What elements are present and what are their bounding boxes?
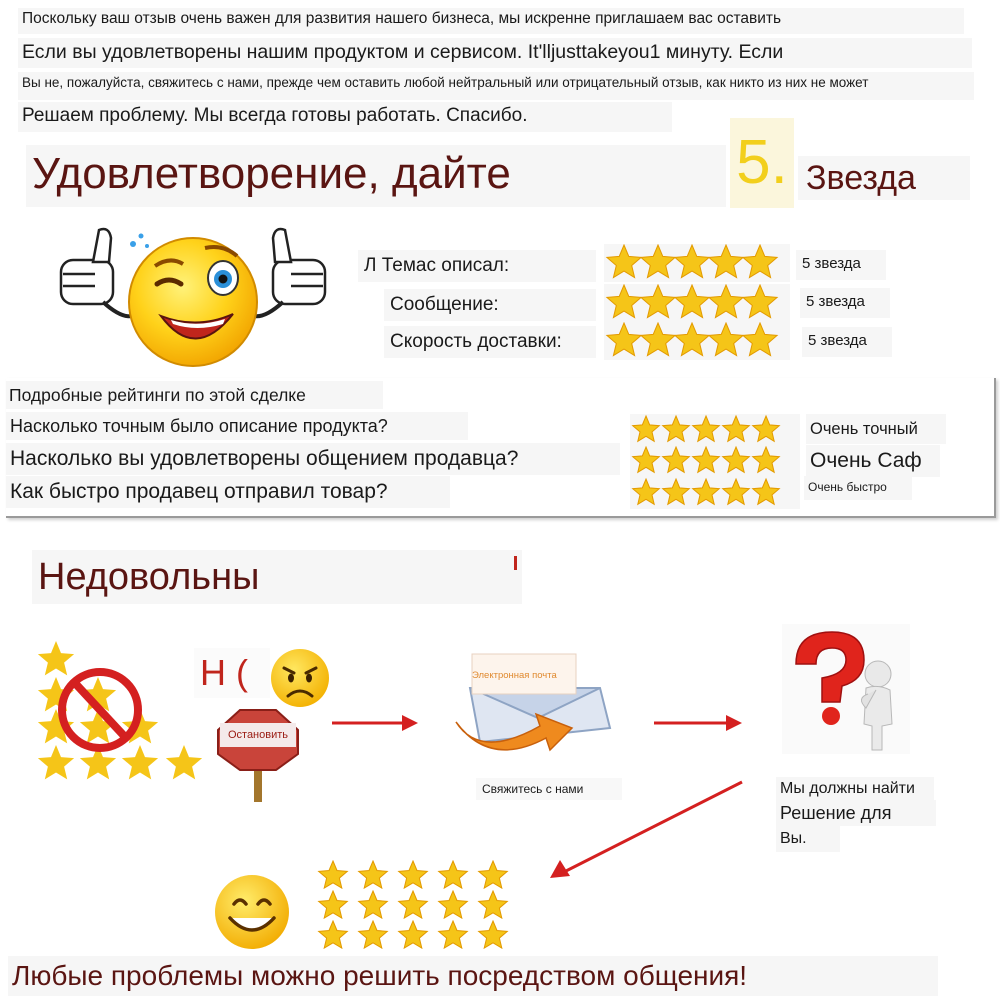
star-icon [693, 479, 720, 504]
email-envelope-icon [450, 650, 618, 760]
detailed-question-accuracy: Насколько точным было описание продукта? [6, 412, 468, 440]
bottom-stars-row-3 [316, 920, 532, 952]
intro-line-2: Если вы удовлетворены нашим продуктом и сервисом. It'lljusttakeyou1 минуту. Если [18, 38, 972, 68]
star-icon [479, 921, 508, 948]
star-icon [633, 447, 660, 472]
bottom-stars-row-1 [316, 860, 532, 892]
detailed-answer-accuracy: Очень точный [806, 414, 946, 444]
star-icon [675, 285, 709, 318]
star-icon [743, 285, 777, 318]
star-icon [399, 861, 428, 888]
rating-value-shipping: 5 звезда [802, 327, 892, 357]
email-label: Электронная почта [472, 670, 557, 681]
sad-face-icon [268, 646, 332, 710]
star-icon [641, 323, 675, 356]
star-icon [709, 245, 743, 278]
intro-line-1: Поскольку ваш отзыв очень важен для развития нашего бизнеса, мы искренне приглашаем вас оставить [18, 8, 964, 34]
satisfaction-stars-word: Звезда [798, 156, 970, 200]
satisfaction-number: 5. [730, 118, 794, 208]
star-icon [723, 447, 750, 472]
rating-stars-communication [604, 284, 790, 322]
star-icon [641, 245, 675, 278]
footer-message: Любые проблемы можно решить посредством общения! [8, 956, 938, 996]
rating-value-description: 5 звезда [796, 250, 886, 280]
prohibited-stars-icon [32, 640, 212, 785]
solution-line-3: Вы. [776, 826, 840, 852]
star-icon [723, 479, 750, 504]
arrow-right-icon [330, 712, 420, 734]
happy-smiley-icon [212, 872, 292, 952]
question-man-icon [782, 624, 910, 754]
star-icon [439, 861, 468, 888]
solution-line-1: Мы должны найти [776, 777, 934, 801]
star-icon [319, 891, 348, 918]
stop-sign-label: Остановить [227, 729, 289, 741]
detailed-ratings-heading: Подробные рейтинги по этой сделке [6, 381, 383, 409]
unhappy-title: Недовольны [32, 550, 522, 604]
star-icon [607, 323, 641, 356]
rating-label-communication: Сообщение: [384, 289, 596, 321]
rating-stars-shipping [604, 322, 790, 360]
rating-stars-description [604, 244, 790, 282]
star-icon [693, 416, 720, 441]
star-icon [607, 245, 641, 278]
star-icon [166, 745, 202, 779]
star-icon [663, 447, 690, 472]
star-icon [663, 479, 690, 504]
rating-value-communication: 5 звезда [800, 288, 890, 318]
rating-label-shipping: Скорость доставки: [384, 326, 596, 358]
star-icon [359, 921, 388, 948]
contact-us-label: Свяжитесь с нами [476, 778, 622, 800]
star-icon [723, 416, 750, 441]
star-icon [479, 861, 508, 888]
star-icon [753, 416, 780, 441]
detailed-answer-communication: Очень Саф [806, 445, 940, 477]
star-icon [641, 285, 675, 318]
satisfaction-title: Удовлетворение, дайте [26, 145, 726, 207]
solution-line-2: Решение для [776, 800, 936, 826]
star-icon [607, 285, 641, 318]
star-icon [439, 891, 468, 918]
detailed-answer-shipping: Очень быстро [804, 476, 912, 500]
title-accent-mark [514, 556, 517, 570]
star-icon [633, 416, 660, 441]
star-icon [359, 891, 388, 918]
star-icon [38, 745, 74, 779]
intro-line-3: Вы не, пожалуйста, свяжитесь с нами, прежде чем оставить любой нейтральный или отрицательный отзыв, как никто из них не может [18, 72, 974, 100]
detailed-stars-shipping [630, 477, 800, 509]
star-icon [439, 921, 468, 948]
star-icon [319, 861, 348, 888]
star-icon [359, 861, 388, 888]
unhappy-h-text: Н ( [194, 648, 270, 698]
star-icon [675, 245, 709, 278]
star-icon [633, 479, 660, 504]
detailed-stars-communication [630, 445, 800, 477]
intro-line-4: Решаем проблему. Мы всегда готовы работать. Спасибо. [18, 102, 672, 132]
bottom-stars-row-2 [316, 890, 532, 922]
star-icon [693, 447, 720, 472]
arrow-diagonal-icon [546, 778, 746, 882]
arrow-right-icon-2 [652, 712, 744, 734]
detailed-question-shipping: Как быстро продавец отправил товар? [6, 476, 450, 508]
star-icon [753, 447, 780, 472]
star-icon [38, 641, 74, 675]
detailed-question-communication: Насколько вы удовлетворены общением продавца? [6, 443, 620, 475]
star-icon [743, 323, 777, 356]
star-icon [753, 479, 780, 504]
star-icon [709, 285, 743, 318]
star-icon [663, 416, 690, 441]
star-icon [319, 921, 348, 948]
star-icon [709, 323, 743, 356]
star-icon [675, 323, 709, 356]
detailed-stars-accuracy [630, 414, 800, 446]
star-icon [479, 891, 508, 918]
winking-smiley-icon [55, 222, 330, 367]
star-icon [743, 245, 777, 278]
star-icon [399, 921, 428, 948]
star-icon [122, 745, 158, 779]
star-icon [399, 891, 428, 918]
rating-label-description: Л Темас описал: [358, 250, 596, 282]
